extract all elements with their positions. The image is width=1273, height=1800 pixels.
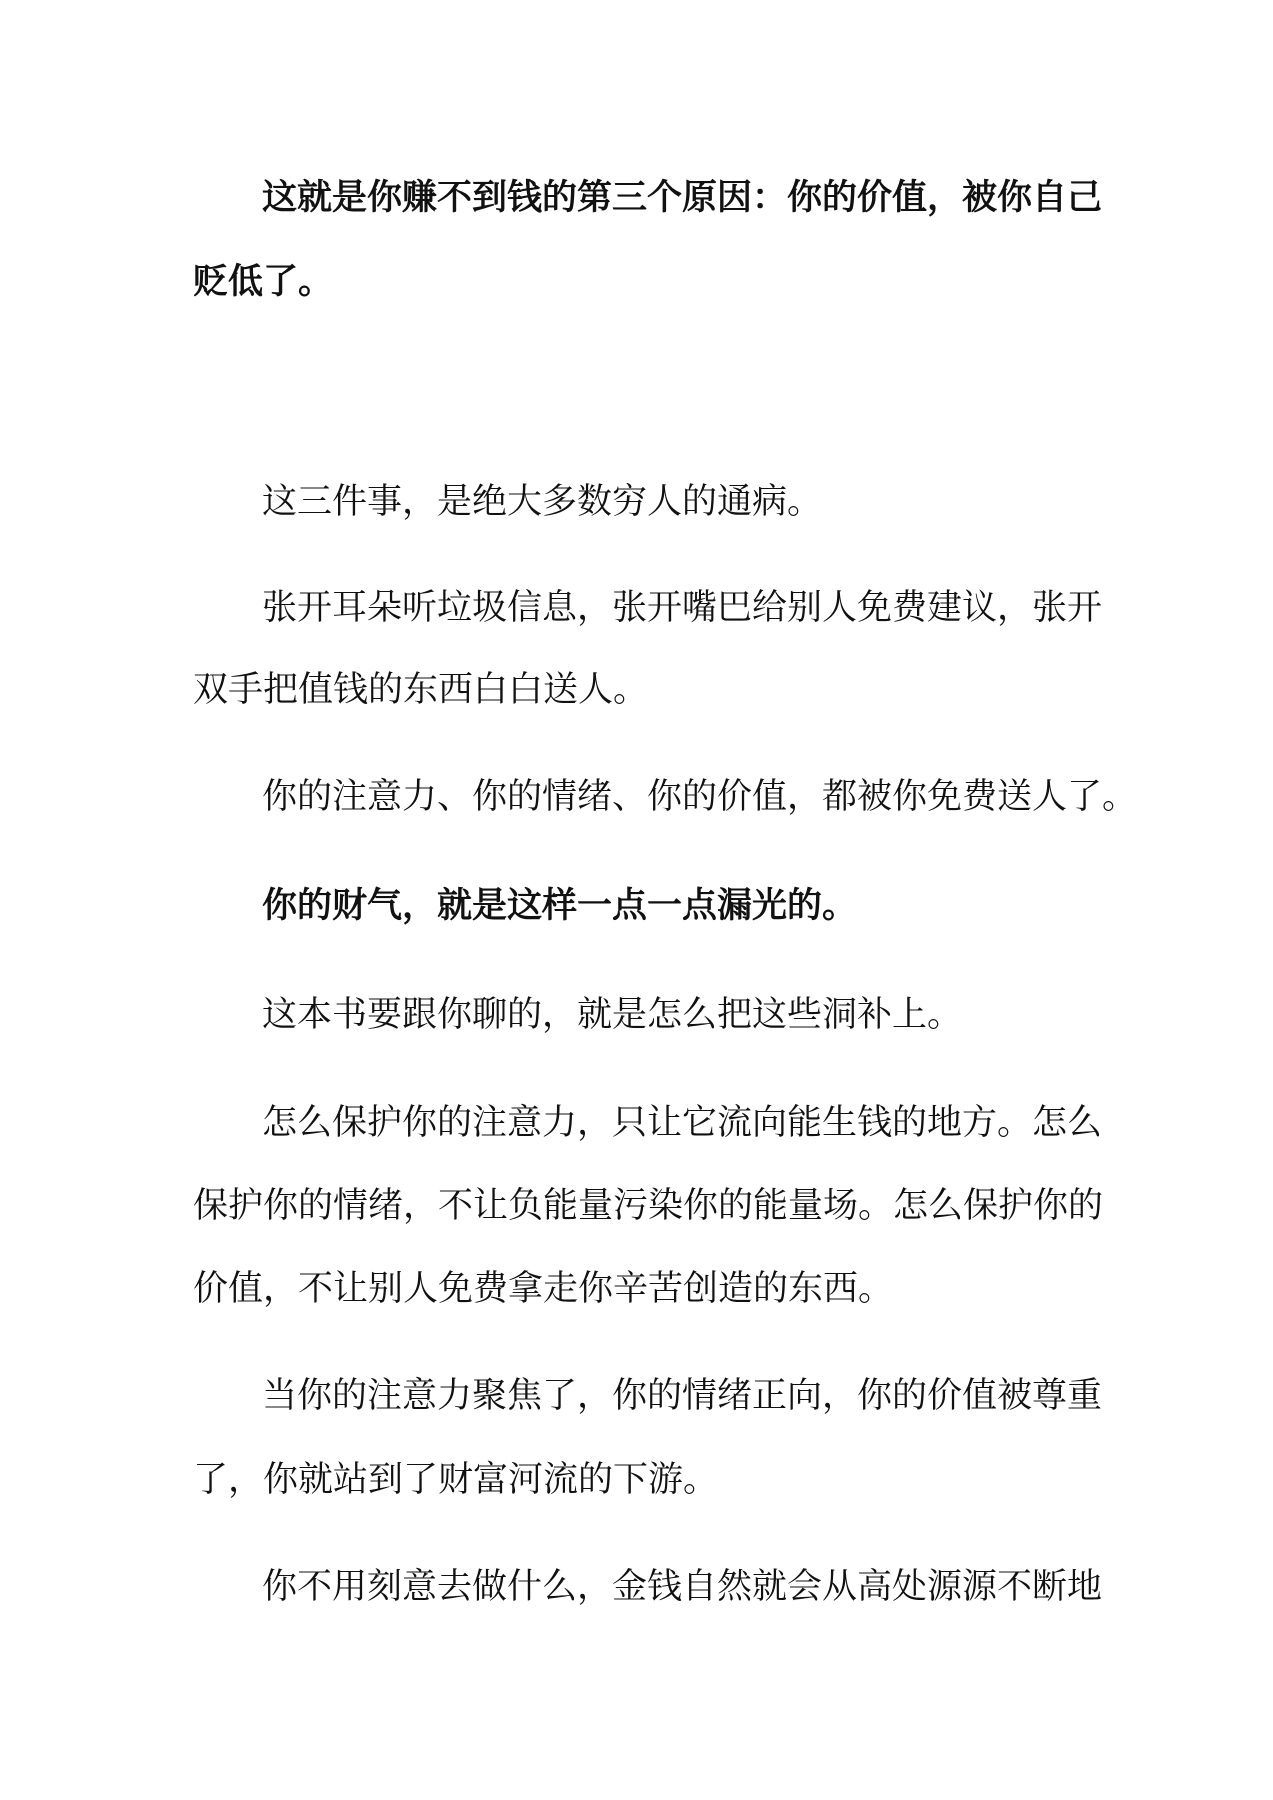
paragraph-8-line-1: 当你的注意力聚焦了，你的情绪正向，你的价值被尊重 <box>262 1376 1103 1416</box>
paragraph-1-line-2: 贬低了。 <box>193 262 334 302</box>
paragraph-2-line-1: 这三件事，是绝大多数穷人的通病。 <box>262 482 823 522</box>
paragraph-4-line-1: 你的注意力、你的情绪、你的价值，都被你免费送人了。 <box>262 777 1138 817</box>
paragraph-6-line-1: 这本书要跟你聊的，就是怎么把这些洞补上。 <box>262 995 963 1035</box>
paragraph-1-line-1: 这就是你赚不到钱的第三个原因：你的价值，被你自己 <box>262 178 1103 218</box>
paragraph-7-line-2: 保护你的情绪，不让负能量污染你的能量场。怎么保护你的 <box>193 1186 1104 1226</box>
paragraph-9-line-1: 你不用刻意去做什么，金钱自然就会从高处源源不断地 <box>262 1567 1103 1607</box>
paragraph-7-line-3: 价值，不让别人免费拿走你辛苦创造的东西。 <box>193 1269 894 1309</box>
paragraph-8-line-2: 了，你就站到了财富河流的下游。 <box>193 1460 719 1500</box>
paragraph-3-line-2: 双手把值钱的东西白白送人。 <box>193 670 649 710</box>
paragraph-5-line-1: 你的财气，就是这样一点一点漏光的。 <box>262 886 858 926</box>
paragraph-3-line-1: 张开耳朵听垃圾信息，张开嘴巴给别人免费建议，张开 <box>262 588 1103 628</box>
paragraph-7-line-1: 怎么保护你的注意力，只让它流向能生钱的地方。怎么 <box>262 1103 1103 1143</box>
